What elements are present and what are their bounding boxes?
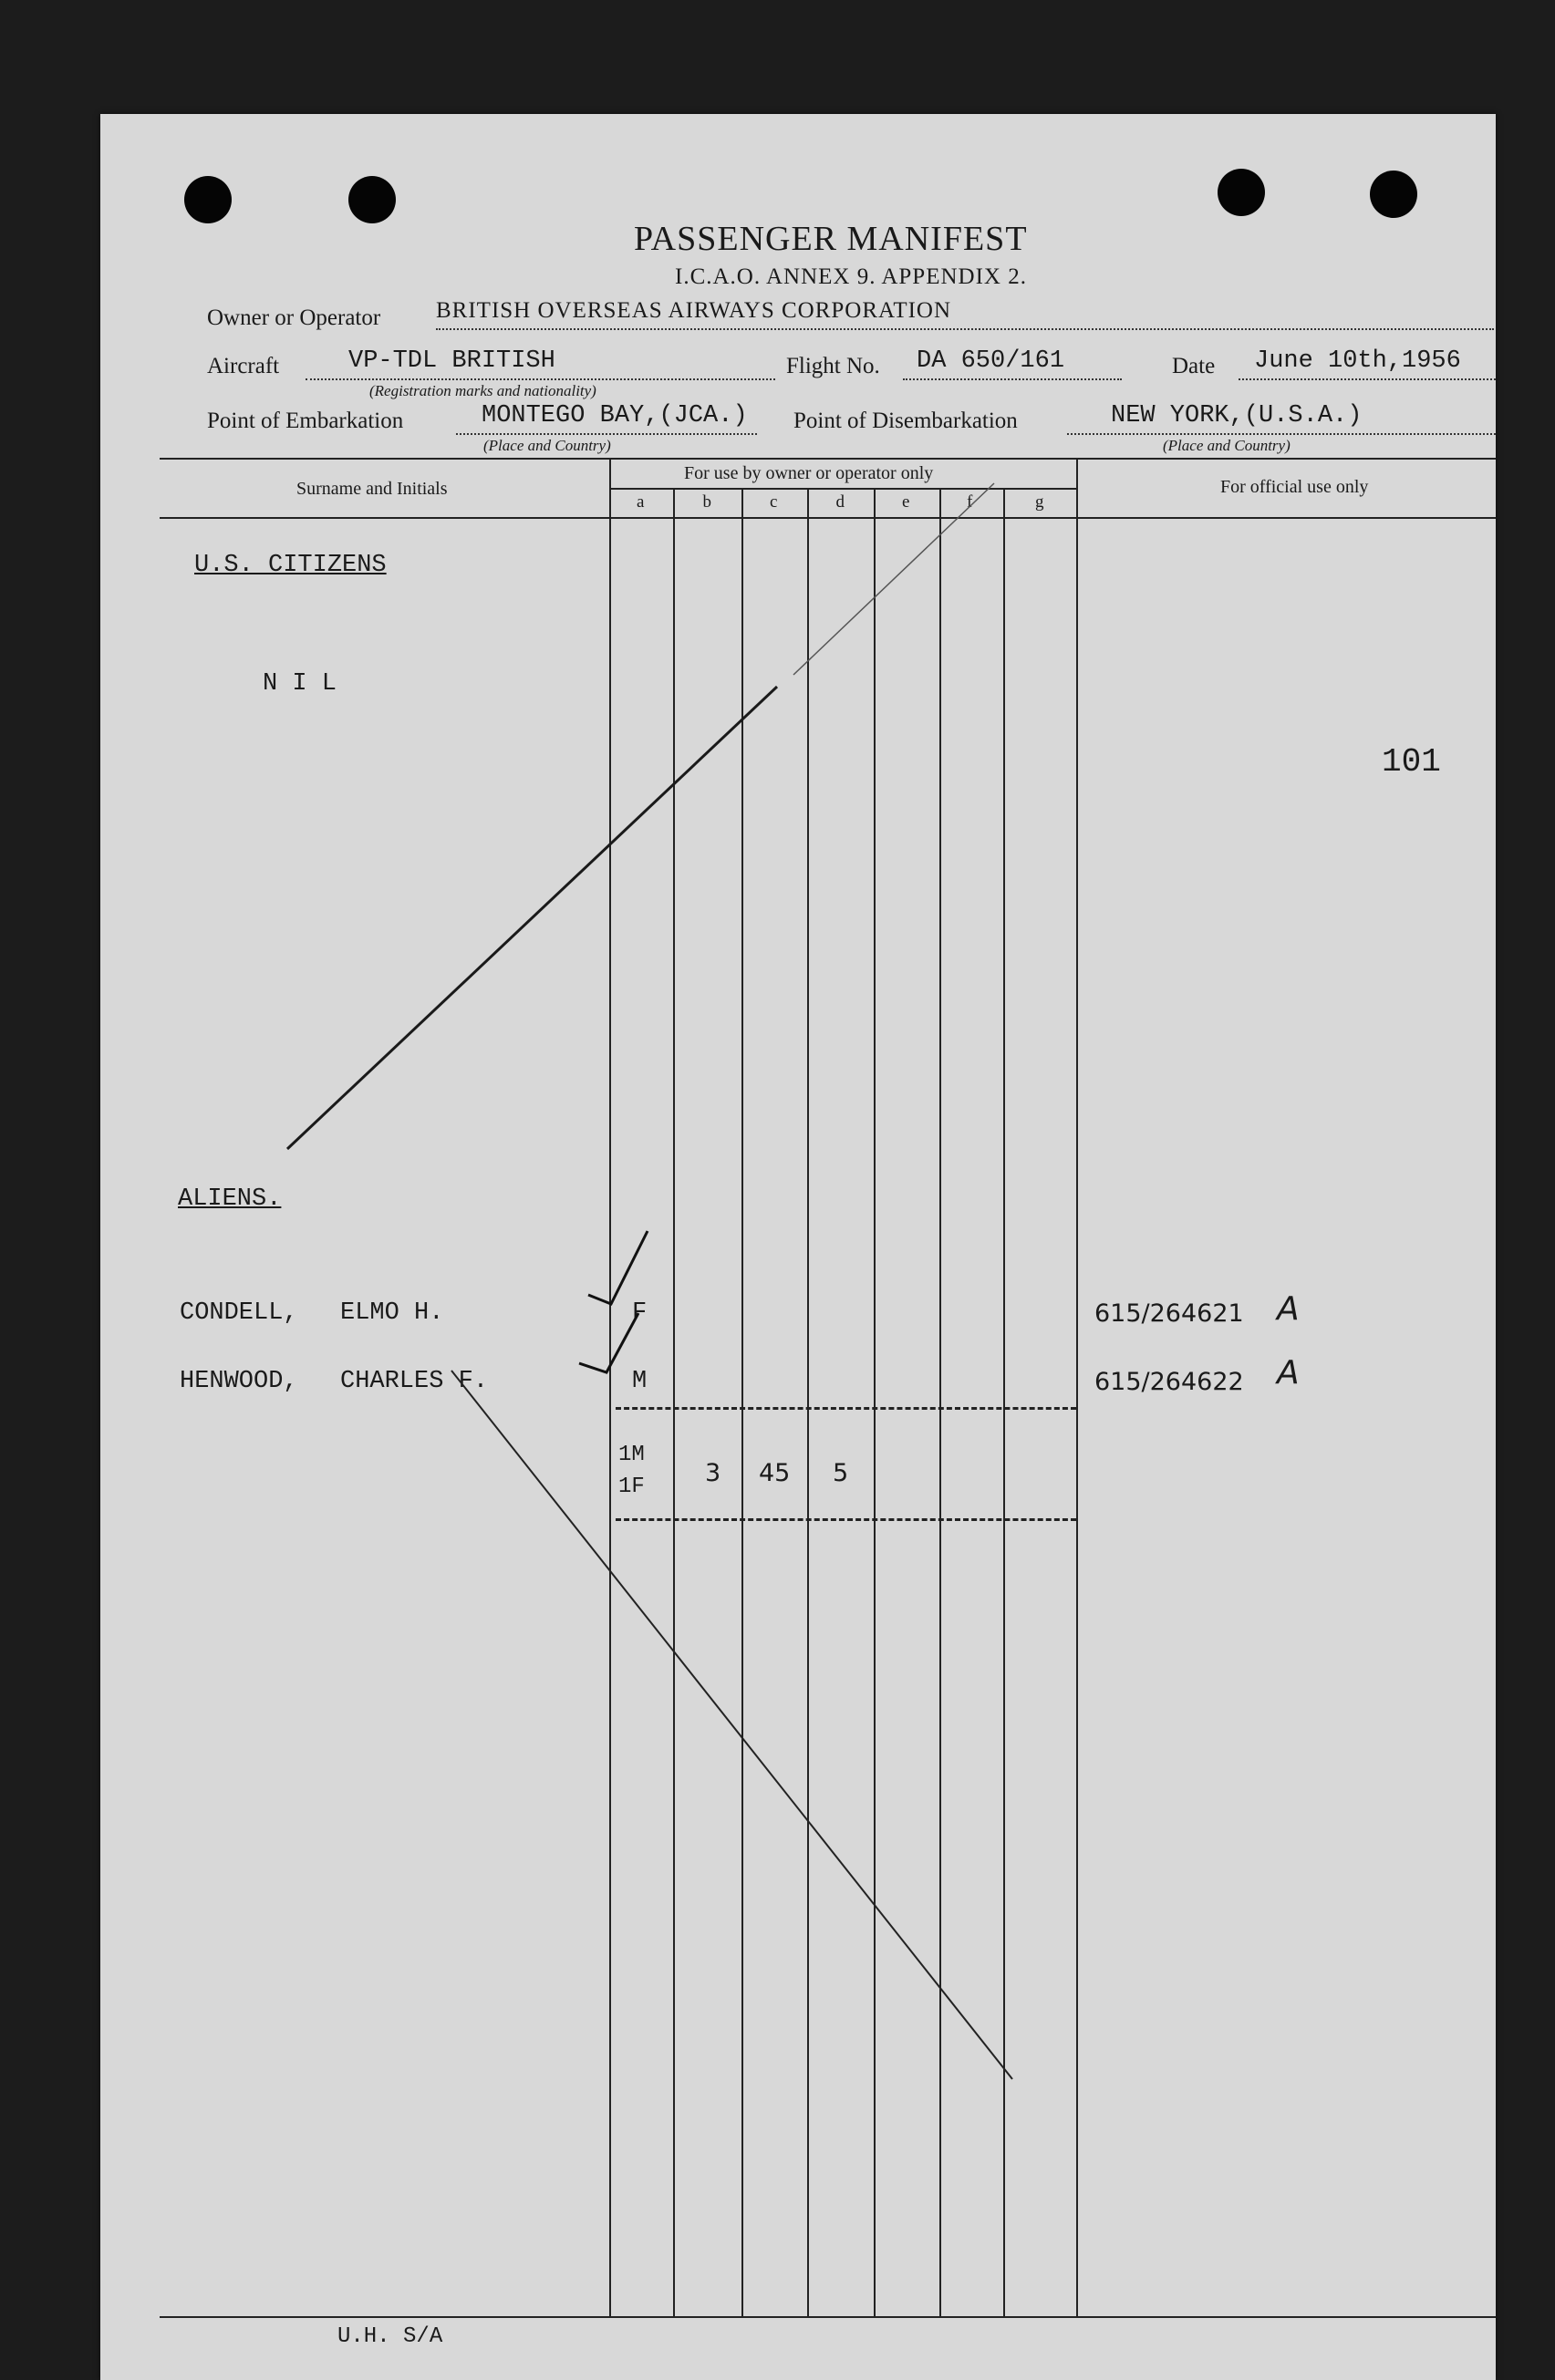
flight-value: DA 650/161 [917, 347, 1065, 375]
column-letter-a: a [637, 492, 645, 512]
footer-text: U.H. S/A [337, 2324, 443, 2349]
disembark-label: Point of Disembarkation [793, 409, 1018, 433]
aircraft-note: (Registration marks and nationality) [369, 382, 596, 399]
passenger-sex: M [632, 1368, 648, 1395]
aircraft-value: VP-TDL BRITISH [348, 347, 555, 375]
column-letter-f: f [967, 492, 973, 512]
column-letter-g: g [1035, 492, 1044, 512]
column-letter-b: b [702, 492, 711, 512]
header-official: For official use only [1220, 477, 1369, 497]
embark-label: Point of Embarkation [207, 409, 404, 433]
flight-label: Flight No. [786, 354, 880, 378]
owner-value: BRITISH OVERSEAS AIRWAYS CORPORATION [436, 298, 952, 323]
embark-note: (Place and Country) [483, 437, 611, 454]
passenger-sex: F [632, 1299, 648, 1327]
header-owner-use: For use by owner or operator only [684, 463, 934, 483]
passenger-official: 615/264621 [1094, 1299, 1244, 1328]
total-a2: 1F [618, 1475, 645, 1499]
column-letter-d: d [835, 492, 845, 512]
header-surname: Surname and Initials [296, 479, 448, 499]
strike-line-lower [451, 1371, 1012, 2079]
manifest-page [100, 114, 1496, 2380]
tick-mark-1 [588, 1231, 648, 1304]
strike-line-middle [287, 687, 777, 1149]
total-b: 3 [705, 1459, 721, 1487]
owner-label: Owner or Operator [207, 305, 381, 330]
passenger-surname: CONDELL, [180, 1299, 298, 1327]
column-letter-c: c [770, 492, 778, 512]
passenger-mark: A [1277, 1290, 1300, 1328]
column-letter-e: e [902, 492, 910, 512]
page-title: PASSENGER MANIFEST [634, 220, 1028, 258]
us-citizens-heading: U.S. CITIZENS [194, 552, 387, 579]
passenger-surname: HENWOOD, [180, 1368, 298, 1395]
pen-strokes [100, 114, 1496, 2380]
tick-mark-2 [579, 1313, 638, 1372]
passenger-mark: A [1277, 1354, 1300, 1392]
embark-value: MONTEGO BAY,(JCA.) [482, 402, 748, 429]
total-a1: 1M [618, 1443, 645, 1467]
stamp-number: 101 [1382, 743, 1441, 781]
passenger-given: CHARLES F. [340, 1368, 489, 1395]
aircraft-label: Aircraft [207, 354, 280, 378]
date-value: June 10th,1956 [1254, 347, 1461, 375]
disembark-value: NEW YORK,(U.S.A.) [1111, 402, 1363, 429]
total-c: 45 [759, 1459, 791, 1487]
disembark-note: (Place and Country) [1163, 437, 1291, 454]
date-label: Date [1172, 354, 1216, 378]
total-d: 5 [833, 1459, 849, 1487]
passenger-official: 615/264622 [1094, 1368, 1244, 1396]
aliens-heading: ALIENS. [178, 1185, 282, 1213]
passenger-given: ELMO H. [340, 1299, 444, 1327]
nil-text: N I L [263, 670, 337, 698]
page-subtitle: I.C.A.O. ANNEX 9. APPENDIX 2. [675, 264, 1027, 289]
strike-line-upper [793, 483, 994, 675]
